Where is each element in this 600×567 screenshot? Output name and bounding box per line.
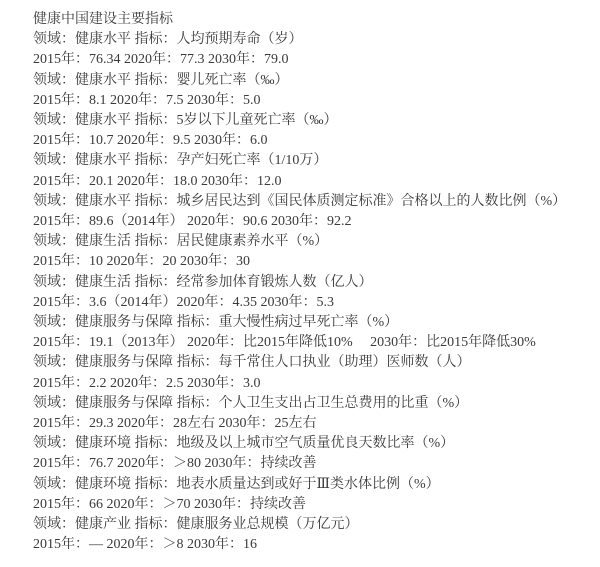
indicator-domain-line: 领域：健康水平 指标：城乡居民达到《国民体质测定标准》合格以上的人数比例（%） — [33, 193, 567, 209]
indicator-domain-line: 领域：健康水平 指标：人均预期寿命（岁） — [33, 32, 303, 48]
indicator-values-line: 2015年：10.7 2020年：9.5 2030年：6.0 — [33, 133, 268, 149]
indicator-values-line: 2015年：76.7 2020年：＞80 2030年：持续改善 — [33, 456, 317, 472]
indicator-values-line: 2015年：89.6（2014年） 2020年：90.6 2030年：92.2 — [33, 214, 352, 230]
indicator-values-line: 2015年：10 2020年：20 2030年：30 — [33, 254, 250, 270]
indicator-domain-line: 领域：健康水平 指标：5岁以下儿童死亡率（‰） — [33, 113, 338, 129]
indicator-domain-line: 领域：健康服务与保障 指标：个人卫生支出占卫生总费用的比重（%） — [33, 395, 469, 411]
indicator-domain-line: 领域：健康环境 指标：地级及以上城市空气质量优良天数比率（%） — [33, 436, 455, 452]
indicator-domain-line: 领域：健康产业 指标：健康服务业总规模（万亿元） — [33, 517, 359, 533]
indicator-domain-line: 领域：健康水平 指标：婴儿死亡率（‰） — [33, 72, 289, 88]
indicator-values-line: 2015年：29.3 2020年：28左右 2030年：25左右 — [33, 416, 317, 432]
indicator-values-line: 2015年：19.1（2013年） 2020年：比2015年降低10% 2030年：比2015年降低30% — [33, 335, 536, 351]
indicator-domain-line: 领域：健康服务与保障 指标：每千常住人口执业（助理）医师数（人） — [33, 355, 471, 371]
indicator-values-line: 2015年：76.34 2020年：77.3 2030年：79.0 — [33, 52, 289, 68]
indicator-values-line: 2015年：2.2 2020年：2.5 2030年：3.0 — [33, 375, 261, 391]
indicator-domain-line: 领域：健康水平 指标：孕产妇死亡率（1/10万） — [33, 153, 328, 169]
indicator-values-line: 2015年：20.1 2020年：18.0 2030年：12.0 — [33, 173, 282, 189]
indicator-domain-line: 领域：健康服务与保障 指标：重大慢性病过早死亡率（%） — [33, 315, 399, 331]
indicator-values-line: 2015年：3.6（2014年）2020年：4.35 2030年：5.3 — [33, 294, 334, 310]
document-title: 健康中国建设主要指标 — [33, 12, 173, 27]
indicator-values-line: 2015年：66 2020年：＞70 2030年：持续改善 — [33, 496, 306, 512]
indicator-domain-line: 领域：健康环境 指标：地表水质量达到或好于Ⅲ类水体比例（%） — [33, 476, 440, 492]
indicator-domain-line: 领域：健康生活 指标：经常参加体育锻炼人数（亿人） — [33, 274, 373, 290]
indicator-values-line: 2015年：— 2020年：＞8 2030年：16 — [33, 537, 257, 553]
indicator-domain-line: 领域：健康生活 指标：居民健康素养水平（%） — [33, 234, 329, 250]
indicator-values-line: 2015年：8.1 2020年：7.5 2030年：5.0 — [33, 92, 261, 108]
